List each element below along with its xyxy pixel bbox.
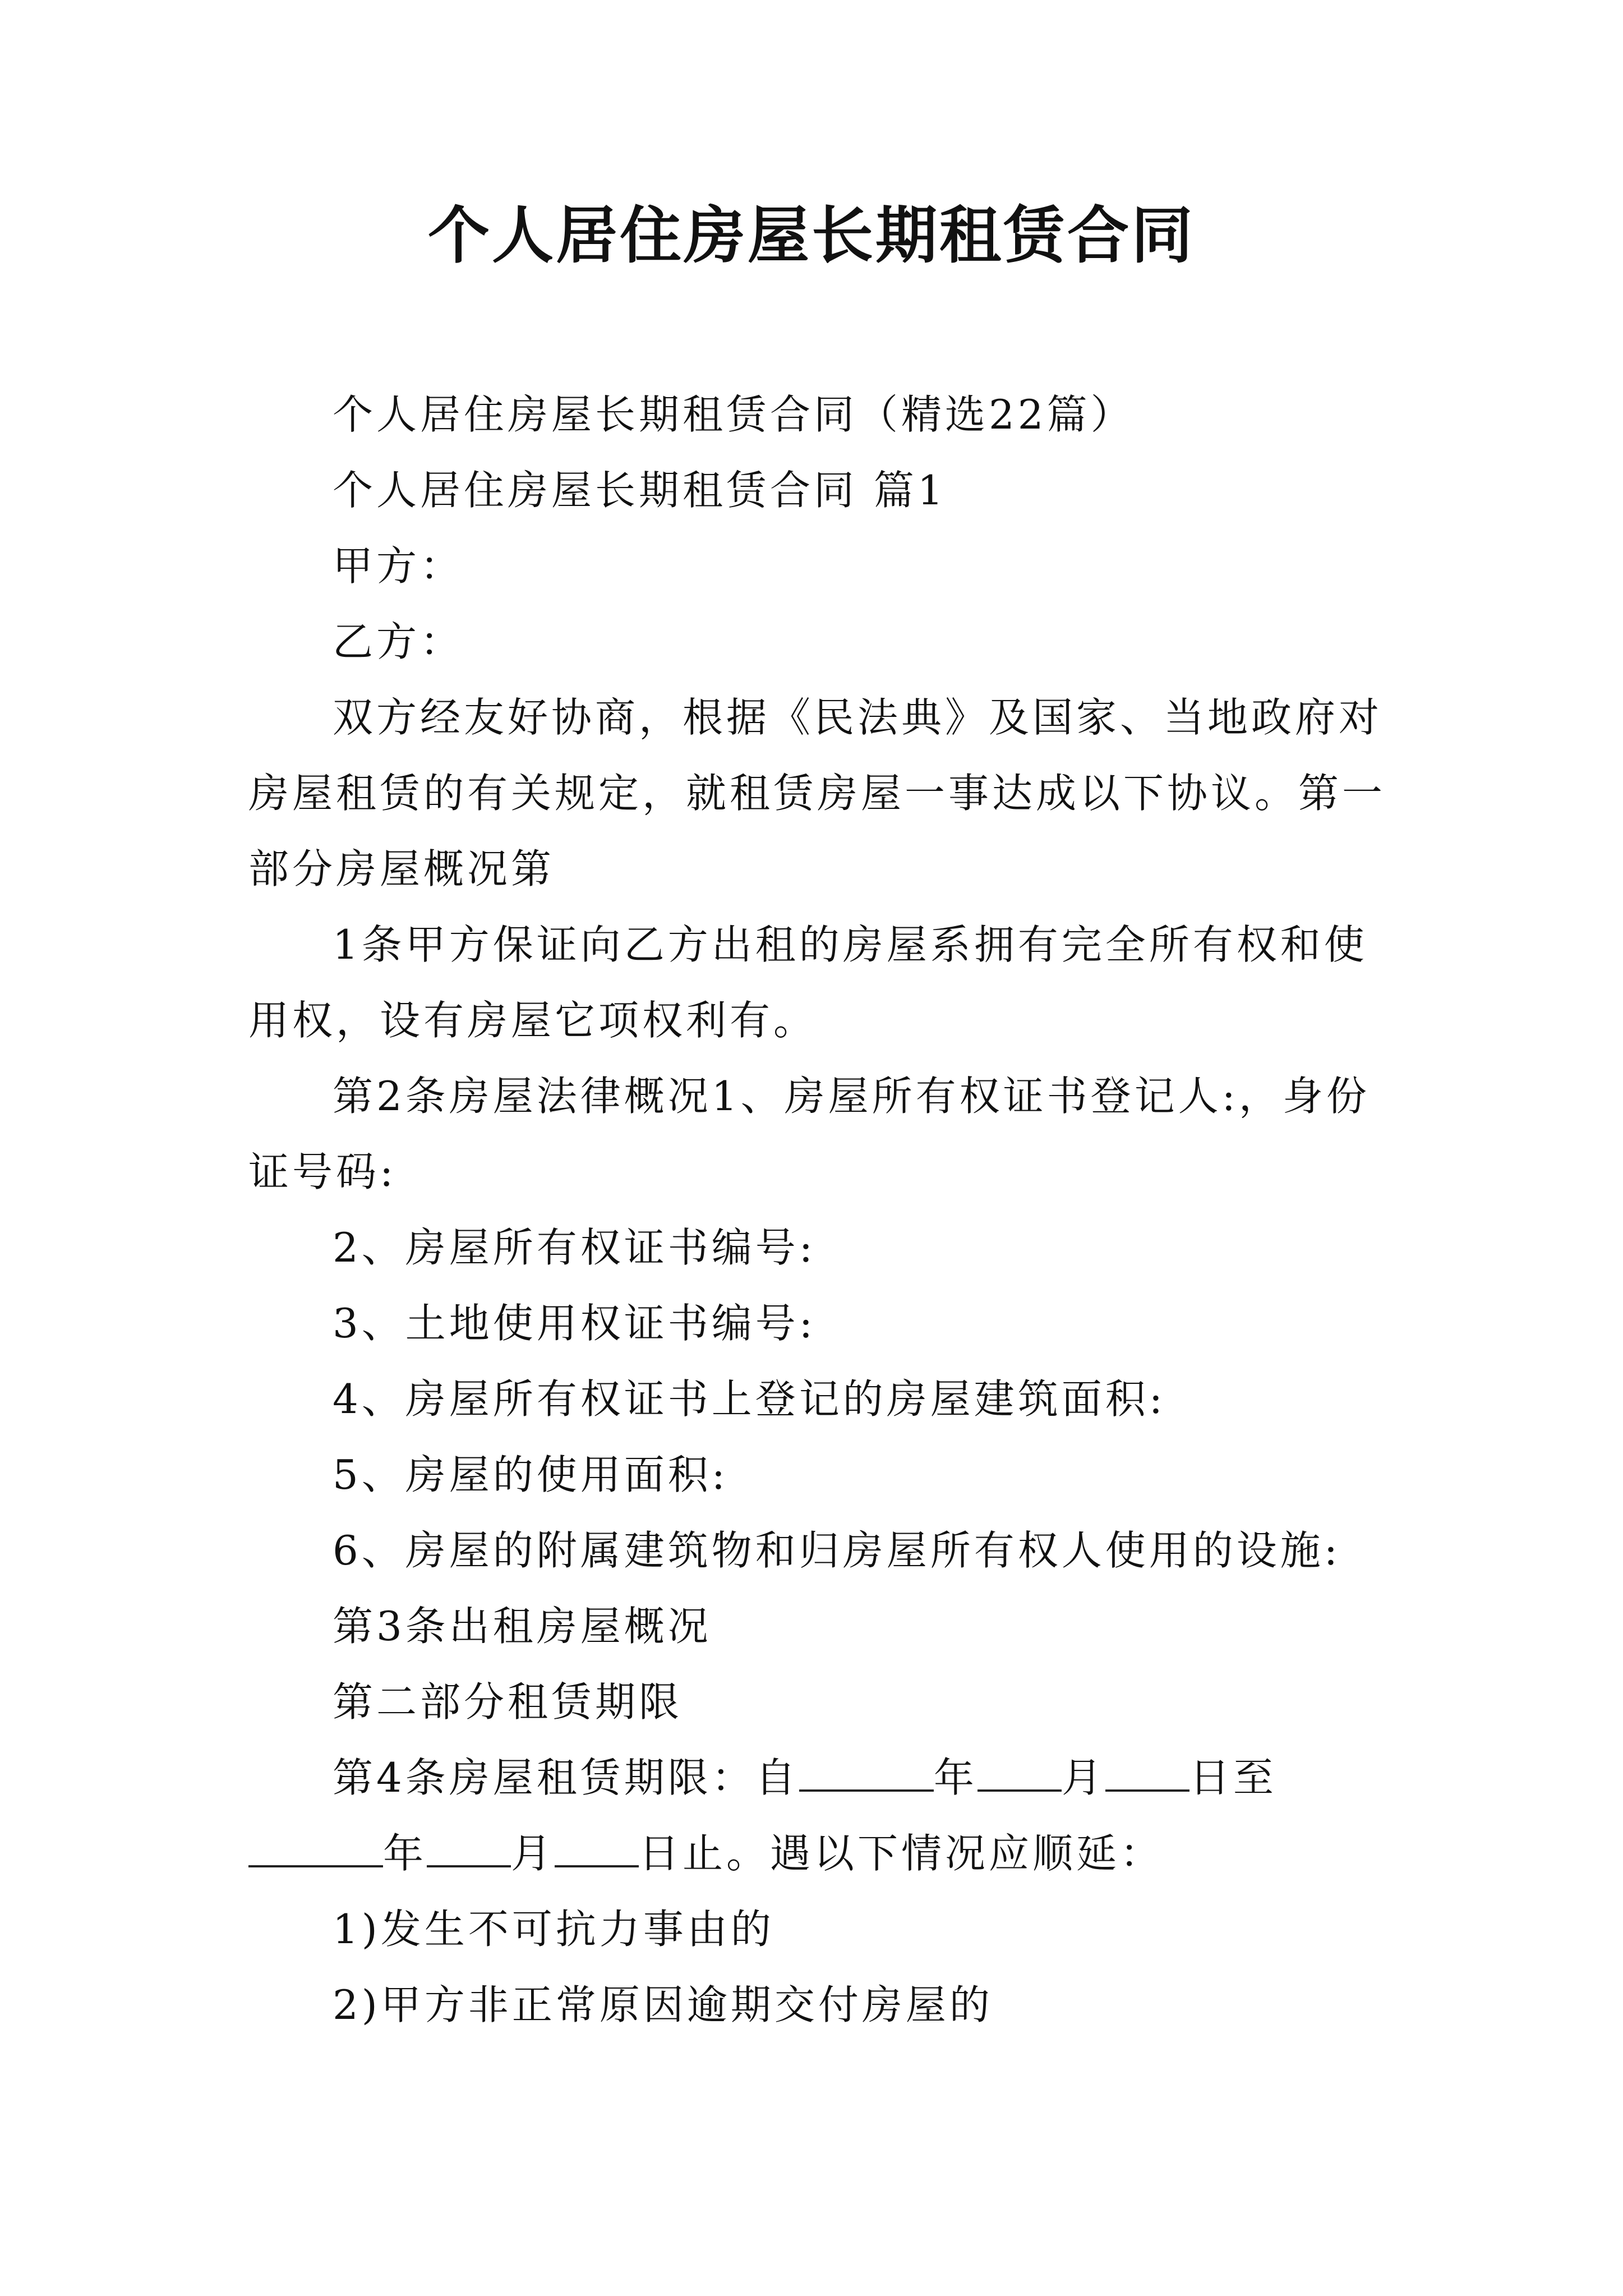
lease-term-day-to-label: 日至 xyxy=(1189,1754,1277,1801)
blank-start-year xyxy=(799,1749,934,1792)
paragraph-subtitle: 个人居住房屋长期租赁合同（精选22篇） xyxy=(333,391,1135,438)
paragraph-party-a: 甲方： xyxy=(333,542,464,590)
lease-term-day-end-label: 日止。遇以下情况应顺延： xyxy=(639,1830,1164,1877)
lease-term-end-month-label: 月 xyxy=(511,1830,555,1877)
paragraph-section-heading: 个人居住房屋长期租赁合同 篇1 xyxy=(333,467,947,514)
paragraph-article-2: 第2条房屋法律概况1、房屋所有权证书登记人:，身份证号码: xyxy=(248,1073,1370,1195)
paragraph-extension-case-1: 1)发生不可抗力事由的 xyxy=(333,1906,774,1953)
paragraph-item-3: 3、土地使用权证书编号: xyxy=(333,1300,817,1347)
paragraph-agreement-intro: 双方经友好协商，根据《民法典》及国家、当地政府对房屋租赁的有关规定，就租赁房屋一事达成以下协议。第一部分房屋概况第 xyxy=(248,694,1386,892)
blank-start-day xyxy=(1105,1749,1189,1792)
blank-end-day xyxy=(555,1825,639,1867)
blank-end-month xyxy=(427,1825,511,1867)
blank-start-month xyxy=(978,1749,1062,1792)
paragraph-article-4-lease-term xyxy=(248,1740,1393,1892)
paragraph-item-5: 5、房屋的使用面积: xyxy=(333,1451,729,1498)
paragraph-item-4: 4、房屋所有权证书上登记的房屋建筑面积: xyxy=(333,1375,1166,1423)
paragraph-article-3: 第3条出租房屋概况 xyxy=(333,1603,712,1650)
lease-term-end-year-label: 年 xyxy=(383,1830,427,1877)
paragraph-party-b: 乙方： xyxy=(333,618,464,665)
lease-term-month-label: 月 xyxy=(1061,1754,1105,1801)
paragraph-extension-case-2: 2)甲方非正常原因逾期交付房屋的 xyxy=(333,1981,993,2028)
document-title: 个人居住房屋长期租赁合同 xyxy=(428,199,1195,272)
paragraph-article-1: 1条甲方保证向乙方出租的房屋系拥有完全所有权和使用权，设有房屋它项权利有。 xyxy=(248,921,1368,1044)
lease-term-lead: 第4条房屋租赁期限：自 xyxy=(333,1754,799,1801)
lease-term-year-label: 年 xyxy=(933,1754,978,1801)
paragraph-part-2-heading: 第二部分租赁期限 xyxy=(333,1678,683,1726)
document-body xyxy=(248,377,1393,2043)
paragraph-item-2: 2、房屋所有权证书编号: xyxy=(333,1224,817,1271)
paragraph-item-6: 6、房屋的附属建筑物和归房屋所有权人使用的设施: xyxy=(333,1527,1341,1574)
blank-end-year xyxy=(248,1825,383,1867)
